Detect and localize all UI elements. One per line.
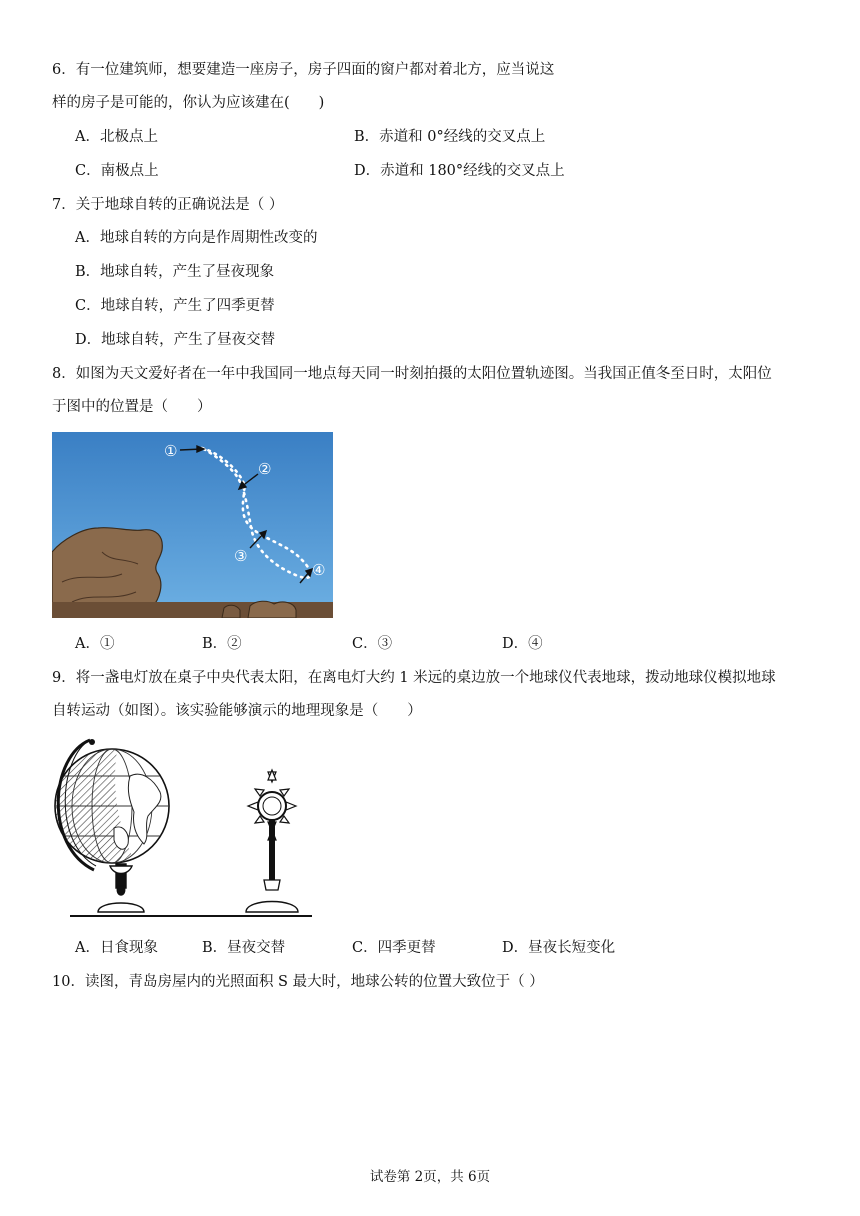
q6-option-b[interactable]: B．赤道和 0°经线的交叉点上 (354, 129, 546, 145)
label-2: ② (258, 460, 272, 478)
globe-stand (98, 864, 144, 912)
rock-small (222, 605, 240, 618)
q9-option-c[interactable]: C．四季更替 (352, 940, 436, 956)
q6-option-c[interactable]: C．南极点上 (75, 163, 159, 179)
q9-stem-line2: 自转运动（如图）。该实验能够演示的地理现象是（ ） (52, 703, 422, 719)
globe-lamp-figure (50, 736, 316, 920)
q9-option-b[interactable]: B．昼夜交替 (202, 940, 286, 956)
q9-stem-line1: 9．将一盏电灯放在桌子中央代表太阳，在离电灯大约 1 米远的桌边放一个地球仪代表地球，拨动地球仪模拟地球 (52, 670, 776, 686)
page-footer: 试卷第 2页，共 6页 (369, 1169, 491, 1185)
sun-lamp-icon (246, 770, 298, 912)
q9-option-d[interactable]: D．昼夜长短变化 (502, 940, 616, 956)
q8-stem-line2: 于图中的位置是（ ） (52, 399, 212, 415)
label-1: ① (164, 442, 178, 460)
q7-stem: 7．关于地球自转的正确说法是（ ） (52, 197, 284, 213)
q8-option-d[interactable]: D．④ (502, 636, 543, 652)
q8-option-c[interactable]: C．③ (352, 636, 393, 652)
globe-lamp-svg (50, 736, 316, 920)
sun-analemma-svg (52, 432, 333, 618)
q8-stem-line1: 8．如图为天文爱好者在一年中我国同一地点每天同一时刻拍摄的太阳位置轨迹图。当我国正值冬至日时，太阳位 (52, 366, 772, 382)
label-3: ③ (234, 547, 248, 565)
q10-stem: 10．读图，青岛房屋内的光照面积 S 最大时，地球公转的位置大致位于（ ） (52, 974, 544, 990)
q8-option-a[interactable]: A．① (75, 636, 115, 652)
q7-option-b[interactable]: B．地球自转，产生了昼夜现象 (75, 264, 275, 280)
rock-right (248, 601, 296, 618)
q6-option-d[interactable]: D．赤道和 180°经线的交叉点上 (354, 163, 565, 179)
label-4: ④ (312, 561, 326, 579)
sun-analemma-figure (52, 432, 333, 618)
q8-option-b[interactable]: B．② (202, 636, 242, 652)
q7-option-a[interactable]: A．地球自转的方向是作周期性改变的 (75, 230, 318, 246)
q9-option-a[interactable]: A．日食现象 (75, 940, 158, 956)
globe-icon (50, 736, 174, 876)
q7-option-d[interactable]: D．地球自转，产生了昼夜交替 (75, 332, 276, 348)
q6-stem-line1: 6．有一位建筑师，想要建造一座房子，房子四面的窗户都对着北方，应当说这 (52, 62, 555, 78)
q7-option-c[interactable]: C．地球自转，产生了四季更替 (75, 298, 275, 314)
q6-option-a[interactable]: A．北极点上 (75, 129, 158, 145)
q6-stem-line2: 样的房子是可能的，你认为应该建在( ) (52, 95, 325, 111)
